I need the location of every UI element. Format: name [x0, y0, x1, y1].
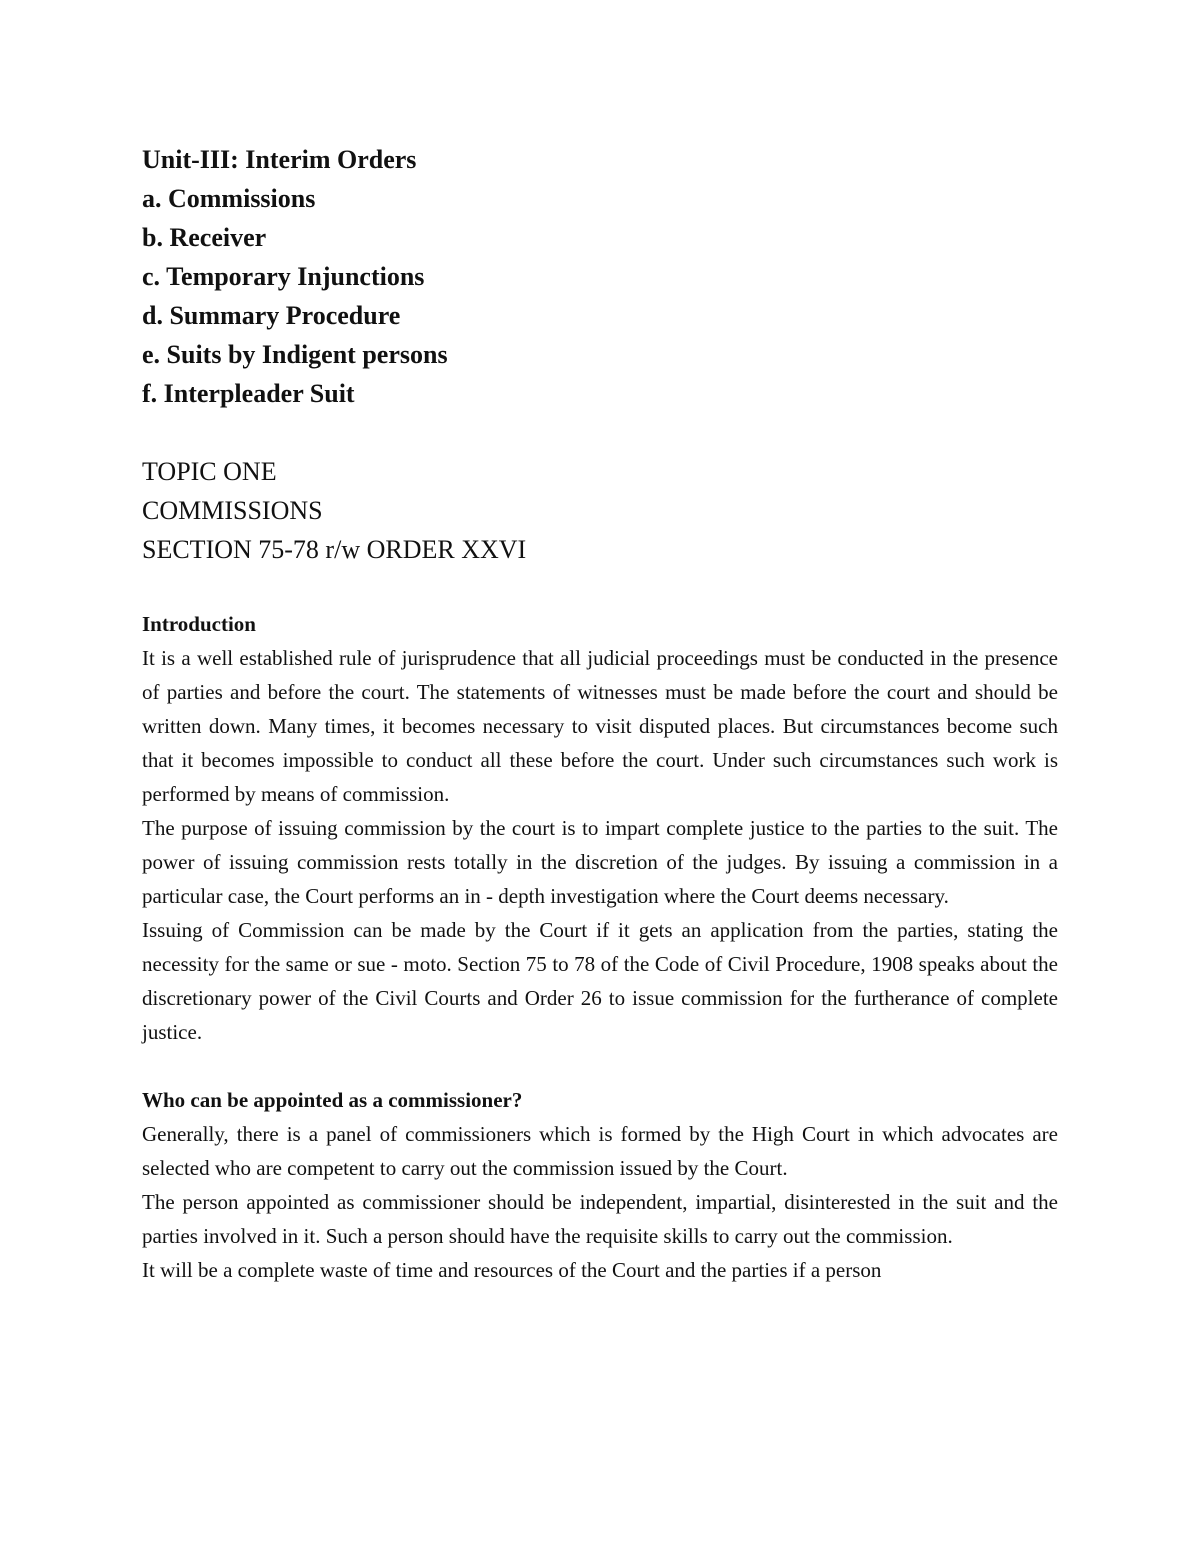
introduction-paragraph: It is a well established rule of jurisprudence that all judicial proceedings must be conducted in the presence of parties and before the court. The statements of witnesses must be made before the court and should be written down. Many times, it becomes necessary to visit disputed places. But circumstances become such that it becomes impossible to conduct all these before the court. Under such circumstances such work is performed by means of commission.: [142, 646, 1058, 806]
introduction-section: [142, 607, 1058, 1049]
unit-item-summary-procedure: d. Summary Procedure: [142, 301, 401, 330]
unit-item-receiver: b. Receiver: [142, 223, 267, 252]
introduction-paragraph: The purpose of issuing commission by the court is to impart complete justice to the parties to the suit. The power of issuing commission rests totally in the discretion of the judges. By issuing a commission in a particular case, the Court performs an in - depth investigation where the Court deems necessary.: [142, 816, 1058, 908]
topic-number: TOPIC ONE: [142, 457, 277, 486]
topic-section: SECTION 75-78 r/w ORDER XXVI: [142, 535, 527, 564]
introduction-paragraph: Issuing of Commission can be made by the Court if it gets an application from the parties, stating the necessity for the same or sue - moto. Section 75 to 78 of the Code of Civil Procedure, 1908 speaks about the discretionary power of the Civil Courts and Order 26 to issue commission for the furtherance of complete justice.: [142, 918, 1058, 1044]
commissioner-heading: Who can be appointed as a commissioner?: [142, 1088, 523, 1112]
topic-name: COMMISSIONS: [142, 496, 323, 525]
unit-item-indigent-persons: e. Suits by Indigent persons: [142, 340, 448, 369]
unit-item-interpleader-suit: f. Interpleader Suit: [142, 379, 355, 408]
commissioner-paragraph: Generally, there is a panel of commissioners which is formed by the High Court in which advocates are selected who are competent to carry out the commission issued by the Court.: [142, 1122, 1058, 1180]
document-page: [142, 140, 1058, 1287]
topic-header: [142, 452, 1058, 569]
unit-title: Unit-III: Interim Orders: [142, 145, 417, 174]
introduction-heading: Introduction: [142, 612, 256, 636]
unit-item-temporary-injunctions: c. Temporary Injunctions: [142, 262, 425, 291]
unit-outline: [142, 140, 1058, 413]
commissioner-paragraph: It will be a complete waste of time and resources of the Court and the parties if a person: [142, 1258, 882, 1282]
commissioner-section: [142, 1083, 1058, 1287]
unit-item-commissions: a. Commissions: [142, 184, 316, 213]
commissioner-paragraph: The person appointed as commissioner should be independent, impartial, disinterested in the suit and the parties involved in it. Such a person should have the requisite skills to carry out the commission.: [142, 1190, 1058, 1248]
